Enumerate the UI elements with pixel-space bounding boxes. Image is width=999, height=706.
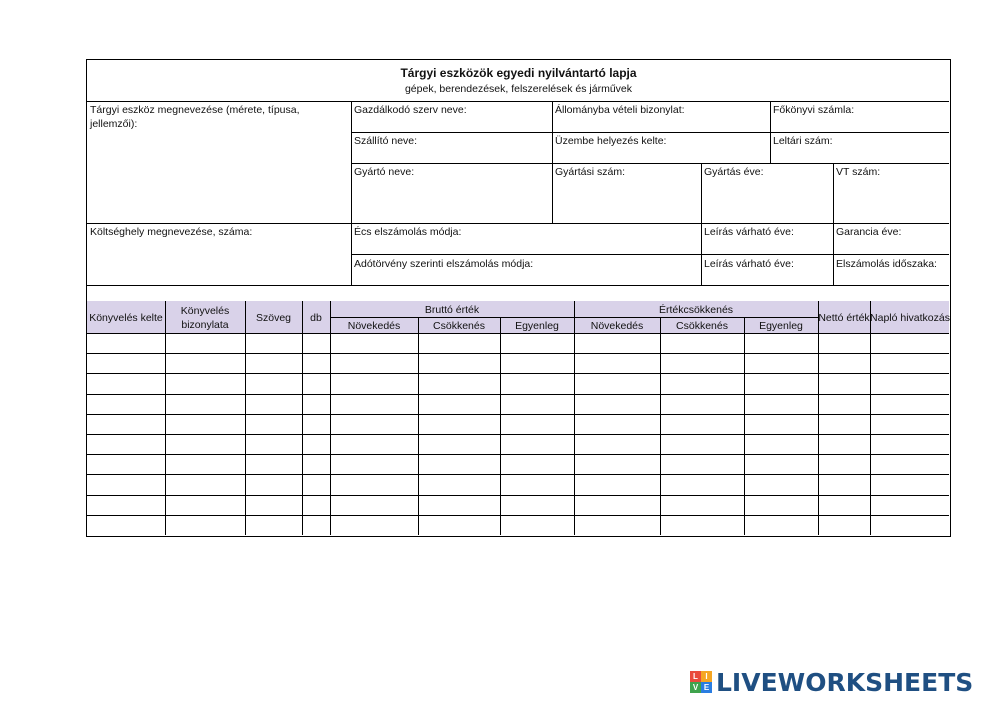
table-cell[interactable] xyxy=(418,495,500,515)
table-cell[interactable] xyxy=(302,333,330,353)
logo-badge-icon xyxy=(690,671,712,693)
table-cell[interactable] xyxy=(245,394,302,414)
table-cell[interactable] xyxy=(165,515,245,535)
table-cell[interactable] xyxy=(302,394,330,414)
table-cell[interactable] xyxy=(245,414,302,434)
table-cell[interactable] xyxy=(165,454,245,474)
table-cell[interactable] xyxy=(574,353,660,373)
table-cell[interactable] xyxy=(744,474,818,494)
table-cell[interactable] xyxy=(500,353,574,373)
organization-label: Gazdálkodó szerv neve: xyxy=(354,104,467,116)
table-cell[interactable] xyxy=(418,394,500,414)
table-cell[interactable] xyxy=(574,394,660,414)
table-cell[interactable] xyxy=(500,333,574,353)
warranty-year-label: Garancia éve: xyxy=(836,226,902,238)
table-cell[interactable] xyxy=(165,434,245,454)
table-cell[interactable] xyxy=(418,515,500,535)
table-cell[interactable] xyxy=(418,434,500,454)
col-header-qty: db xyxy=(310,312,322,324)
table-cell[interactable] xyxy=(870,474,950,494)
table-cell[interactable] xyxy=(165,495,245,515)
divider xyxy=(833,163,834,285)
divider xyxy=(351,254,949,255)
table-cell[interactable] xyxy=(744,394,818,414)
table-cell[interactable] xyxy=(418,474,500,494)
depreciation-method-label: Écs elszámolás módja: xyxy=(354,226,462,238)
table-cell[interactable] xyxy=(870,454,950,474)
table-cell[interactable] xyxy=(574,495,660,515)
table-cell[interactable] xyxy=(330,353,418,373)
table-cell[interactable] xyxy=(418,454,500,474)
table-cell[interactable] xyxy=(87,495,165,515)
tax-method-label: Adótörvény szerinti elszámolás módja: xyxy=(354,258,534,270)
table-cell[interactable] xyxy=(245,515,302,535)
table-cell[interactable] xyxy=(302,454,330,474)
table-cell[interactable] xyxy=(574,333,660,353)
table-cell[interactable] xyxy=(245,495,302,515)
logo-text: LIVEWORKSHEETS xyxy=(716,667,974,697)
cost-center-label: Költséghely megnevezése, száma: xyxy=(90,226,253,238)
table-cell[interactable] xyxy=(330,414,418,434)
table-cell[interactable] xyxy=(87,434,165,454)
table-cell[interactable] xyxy=(574,454,660,474)
divider xyxy=(351,163,949,164)
logo-badge-letter: L xyxy=(690,671,701,682)
table-cell[interactable] xyxy=(302,414,330,434)
table-cell[interactable] xyxy=(245,454,302,474)
table-cell[interactable] xyxy=(302,434,330,454)
table-cell[interactable] xyxy=(418,333,500,353)
divider xyxy=(701,163,702,285)
inventory-number-label: Leltári szám: xyxy=(773,135,833,147)
table-cell[interactable] xyxy=(330,515,418,535)
table-cell[interactable] xyxy=(744,515,818,535)
logo-badge-letter: E xyxy=(701,682,712,693)
table-cell[interactable] xyxy=(818,454,870,474)
table-cell[interactable] xyxy=(870,495,950,515)
sub-header-dep-increase: Növekedés xyxy=(590,319,644,332)
table-cell[interactable] xyxy=(87,333,165,353)
table-cell[interactable] xyxy=(330,454,418,474)
table-cell[interactable] xyxy=(574,434,660,454)
table-cell[interactable] xyxy=(744,434,818,454)
logo-badge-letter: I xyxy=(701,671,712,682)
table-cell[interactable] xyxy=(744,414,818,434)
table-cell[interactable] xyxy=(302,515,330,535)
table-cell[interactable] xyxy=(302,474,330,494)
liveworksheets-logo xyxy=(690,668,973,696)
table-cell[interactable] xyxy=(744,333,818,353)
table-cell[interactable] xyxy=(330,434,418,454)
table-cell[interactable] xyxy=(500,495,574,515)
table-cell[interactable] xyxy=(660,434,744,454)
table-cell[interactable] xyxy=(165,394,245,414)
col-header-text: Szöveg xyxy=(255,312,292,324)
table-cell[interactable] xyxy=(744,353,818,373)
asset-name-label: Tárgyi eszköz megnevezése (mérete, típusa, jellemzői): xyxy=(90,104,300,130)
table-cell[interactable] xyxy=(500,454,574,474)
table-cell[interactable] xyxy=(818,515,870,535)
divider xyxy=(552,101,553,223)
table-cell[interactable] xyxy=(500,434,574,454)
table-cell[interactable] xyxy=(870,414,950,434)
table-cell[interactable] xyxy=(660,414,744,434)
table-cell[interactable] xyxy=(165,333,245,353)
sub-header-gross-balance: Egyenleg xyxy=(515,319,559,332)
table-cell[interactable] xyxy=(660,474,744,494)
group-header-depreciation: Értékcsökkenés xyxy=(658,303,734,316)
table-cell[interactable] xyxy=(87,474,165,494)
divider xyxy=(87,101,949,102)
table-cell[interactable] xyxy=(165,353,245,373)
writeoff-year-label-2: Leírás várható éve: xyxy=(704,258,794,270)
divider xyxy=(351,101,352,285)
table-cell[interactable] xyxy=(574,474,660,494)
table-cell[interactable] xyxy=(302,373,330,393)
table-cell[interactable] xyxy=(418,414,500,434)
production-year-label: Gyártás éve: xyxy=(704,166,764,178)
table-cell[interactable] xyxy=(744,495,818,515)
table-cell[interactable] xyxy=(870,333,950,353)
table-cell[interactable] xyxy=(87,373,165,393)
manufacturer-label: Gyártó neve: xyxy=(354,166,415,178)
table-cell[interactable] xyxy=(744,454,818,474)
table-cell[interactable] xyxy=(660,495,744,515)
table-cell[interactable] xyxy=(165,373,245,393)
table-cell[interactable] xyxy=(574,515,660,535)
table-cell[interactable] xyxy=(818,474,870,494)
table-cell[interactable] xyxy=(500,394,574,414)
logo-badge-letter: V xyxy=(690,682,701,693)
table-cell[interactable] xyxy=(245,353,302,373)
serial-number-label: Gyártási szám: xyxy=(555,166,626,178)
asset-register-form xyxy=(86,59,951,537)
table-cell[interactable] xyxy=(574,373,660,393)
col-header-net: Nettó érték xyxy=(818,312,870,324)
table-cell[interactable] xyxy=(818,414,870,434)
table-cell[interactable] xyxy=(302,495,330,515)
table-cell[interactable] xyxy=(660,333,744,353)
sub-header-dep-balance: Egyenleg xyxy=(759,319,803,332)
table-cell[interactable] xyxy=(500,515,574,535)
supplier-label: Szállító neve: xyxy=(354,135,418,147)
table-cell[interactable] xyxy=(330,495,418,515)
table-cell[interactable] xyxy=(330,474,418,494)
table-cell[interactable] xyxy=(245,333,302,353)
form-title: Tárgyi eszközök egyedi nyilvántartó lapja xyxy=(400,66,637,80)
table-cell[interactable] xyxy=(500,414,574,434)
table-cell[interactable] xyxy=(87,515,165,535)
table-cell[interactable] xyxy=(870,394,950,414)
col-header-journal: Napló hivatkozás xyxy=(870,312,950,324)
table-cell[interactable] xyxy=(660,515,744,535)
col-header-booking-doc: Könyvelés bizonylata xyxy=(180,305,230,331)
table-cell[interactable] xyxy=(245,434,302,454)
table-cell[interactable] xyxy=(870,353,950,373)
table-cell[interactable] xyxy=(660,454,744,474)
table-cell[interactable] xyxy=(818,333,870,353)
commissioning-date-label: Üzembe helyezés kelte: xyxy=(555,135,667,147)
form-subtitle: gépek, berendezések, felszerelések és járművek xyxy=(404,83,633,95)
table-cell[interactable] xyxy=(245,373,302,393)
table-cell[interactable] xyxy=(660,373,744,393)
divider xyxy=(770,101,771,163)
table-cell[interactable] xyxy=(660,394,744,414)
table-cell[interactable] xyxy=(660,353,744,373)
sub-header-dep-decrease: Csökkenés xyxy=(676,319,728,332)
table-cell[interactable] xyxy=(500,373,574,393)
table-cell[interactable] xyxy=(818,394,870,414)
table-cell[interactable] xyxy=(330,394,418,414)
table-cell[interactable] xyxy=(87,414,165,434)
table-cell[interactable] xyxy=(418,373,500,393)
table-cell[interactable] xyxy=(87,394,165,414)
sub-header-gross-increase: Növekedés xyxy=(347,319,401,332)
table-cell[interactable] xyxy=(818,353,870,373)
divider xyxy=(87,223,949,224)
table-cell[interactable] xyxy=(870,515,950,535)
table-cell[interactable] xyxy=(818,434,870,454)
table-cell[interactable] xyxy=(302,353,330,373)
table-cell[interactable] xyxy=(87,454,165,474)
table-cell[interactable] xyxy=(818,373,870,393)
table-cell[interactable] xyxy=(165,414,245,434)
accounting-period-label: Elszámolás időszaka: xyxy=(836,258,937,270)
table-cell[interactable] xyxy=(818,495,870,515)
table-cell[interactable] xyxy=(87,353,165,373)
table-cell[interactable] xyxy=(574,414,660,434)
table-cell[interactable] xyxy=(500,474,574,494)
group-header-gross: Bruttó érték xyxy=(424,303,480,316)
divider xyxy=(87,285,949,286)
table-cell[interactable] xyxy=(245,474,302,494)
table-cell[interactable] xyxy=(330,333,418,353)
table-cell[interactable] xyxy=(418,353,500,373)
table-cell[interactable] xyxy=(165,474,245,494)
table-cell[interactable] xyxy=(870,373,950,393)
general-ledger-label: Főkönyvi számla: xyxy=(773,104,855,116)
acquisition-doc-label: Állományba vételi bizonylat: xyxy=(555,104,685,116)
table-cell[interactable] xyxy=(330,373,418,393)
col-header-booking-date: Könyvelés kelte xyxy=(89,312,163,324)
sub-header-gross-decrease: Csökkenés xyxy=(433,319,485,332)
table-cell[interactable] xyxy=(744,373,818,393)
divider xyxy=(351,132,949,133)
vt-number-label: VT szám: xyxy=(836,166,881,178)
writeoff-year-label: Leírás várható éve: xyxy=(704,226,794,238)
table-cell[interactable] xyxy=(870,434,950,454)
